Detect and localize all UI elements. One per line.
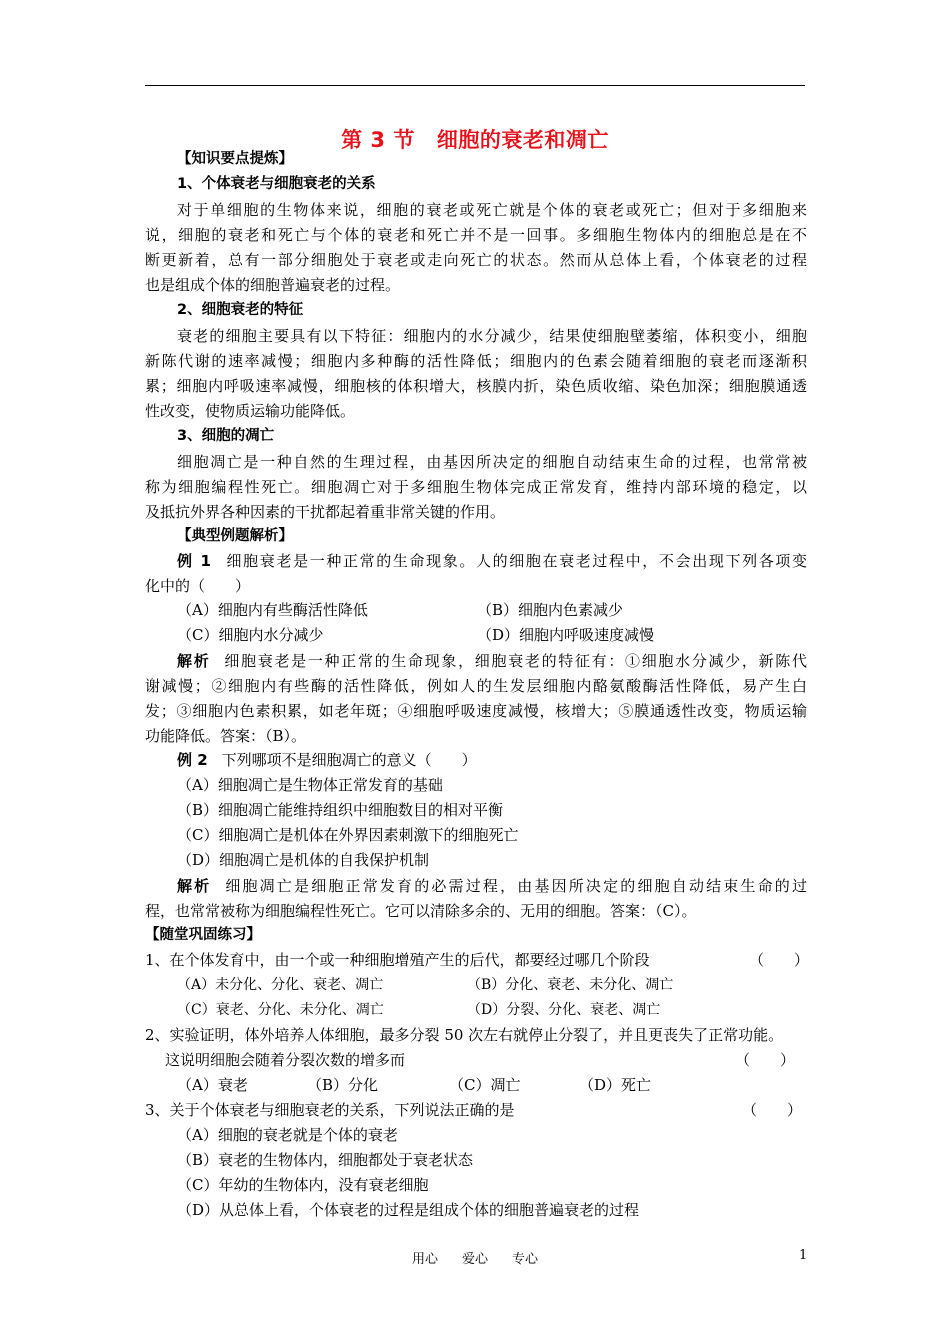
- example-1-options-row: [177, 625, 807, 645]
- analysis-line: 解析 细胞凋亡是细胞正常发育的必需过程，由基因所决定的细胞自动结束生命的过: [177, 877, 807, 895]
- analysis-line: 谢减慢；②细胞内有些酶的活性降低，例如人的生发层细胞内酪氨酸酶活性降低，易产生白: [145, 677, 807, 695]
- practice-options-row: [177, 975, 807, 995]
- paragraph-line: 称为细胞编程性死亡。细胞凋亡对于多细胞生物体完成正常发育，维持内部环境的稳定，以: [145, 478, 807, 496]
- example-1-label: 例 1: [177, 552, 211, 570]
- option-c: （C）细胞凋亡是机体在外界因素刺激下的细胞死亡: [177, 826, 519, 844]
- option-d: （D）死亡: [579, 1076, 652, 1094]
- section-3-title: 3、细胞的凋亡: [177, 428, 275, 444]
- option-d: （D）细胞内呼吸速度减慢: [477, 626, 655, 644]
- option-c: （C）细胞内水分减少: [177, 626, 324, 644]
- page-number: 1: [799, 1248, 808, 1263]
- practice-question-1: 1、在个体发育中，由一个或一种细胞增殖产生的后代，都要经过哪几个阶段 （ ）: [145, 951, 809, 969]
- knowledge-heading: 【知识要点提炼】: [177, 151, 293, 167]
- paragraph-line: 也是组成个体的细胞普遍衰老的过程。: [145, 276, 401, 294]
- analysis-line: 程，也常常被称为细胞编程性死亡。它可以清除多余的、无用的细胞。答案：（C）。: [145, 902, 697, 920]
- option-a: （A）未分化、分化、衰老、凋亡: [177, 977, 384, 993]
- option-c: （C）凋亡: [449, 1076, 521, 1094]
- paragraph-line: 及抵抗外界各种因素的干扰都起着重非常关键的作用。: [145, 503, 506, 521]
- paragraph-line: 细胞凋亡是一种自然的生理过程，由基因所决定的细胞自动结束生命的过程，也常常被: [177, 453, 807, 471]
- analysis-label: 解析: [177, 877, 212, 895]
- option-b: （B）细胞内色素减少: [477, 601, 624, 619]
- option-b: （B）分化: [307, 1076, 379, 1094]
- paragraph-line: 性改变，使物质运输功能降低。: [145, 402, 356, 420]
- example-2-label: 例 2: [177, 751, 208, 769]
- option-c: （C）衰老、分化、未分化、凋亡: [177, 1002, 384, 1018]
- practice-heading: 【随堂巩固练习】: [145, 927, 261, 943]
- practice-question-3: 3、关于个体衰老与细胞衰老的关系，下列说法正确的是 （ ）: [145, 1101, 802, 1119]
- answer-paren: （ ）: [734, 1051, 795, 1069]
- answer-paren: （ ）: [741, 1101, 802, 1119]
- paragraph-line: 对于单细胞的生物体来说，细胞的衰老或死亡就是个体的衰老或死亡；但对于多细胞来: [177, 201, 807, 219]
- option-b: （B）细胞凋亡能维持组织中细胞数目的相对平衡: [177, 801, 504, 819]
- paragraph-line: 新陈代谢的速率减慢；细胞内多种酶的活性降低；细胞内的色素会随着细胞的衰老而逐渐积: [145, 352, 807, 370]
- answer-paren: （ ）: [748, 951, 809, 969]
- option-a: （A）衰老: [177, 1076, 248, 1094]
- page-title: 第 3 节 细胞的衰老和凋亡: [341, 128, 609, 152]
- option-b: （B）衰老的生物体内，细胞都处于衰老状态: [177, 1151, 474, 1169]
- paragraph-line: 累；细胞内呼吸速率减慢，细胞核的体积增大，核膜内折，染色质收缩、染色加深；细胞膜通透: [145, 377, 807, 395]
- paragraph-line: 说，细胞的衰老和死亡与个体的衰老和死亡并不是一回事。多细胞生物体内的细胞总是在不: [145, 226, 807, 244]
- practice-question-2-cont: 这说明细胞会随着分裂次数的增多而 （ ）: [165, 1051, 795, 1069]
- example-1-question-cont: 化中的（ ）: [145, 577, 251, 595]
- example-1-question: 例 1 细胞衰老是一种正常的生命现象。人的细胞在衰老过程中，不会出现下列各项变: [177, 552, 807, 570]
- option-d: （D）细胞凋亡是机体的自我保护机制: [177, 851, 430, 869]
- examples-heading: 【典型例题解析】: [177, 528, 293, 544]
- paragraph-line: 衰老的细胞主要具有以下特征：细胞内的水分减少，结果使细胞壁萎缩，体积变小，细胞: [177, 327, 807, 345]
- option-a: （A）细胞内有些酶活性降低: [177, 601, 368, 619]
- header-rule: [145, 85, 805, 86]
- option-c: （C）年幼的生物体内，没有衰老细胞: [177, 1176, 429, 1194]
- analysis-line: 解析 细胞衰老是一种正常的生命现象，细胞衰老的特征有：①细胞水分减少，新陈代: [177, 652, 807, 670]
- option-a: （A）细胞凋亡是生物体正常发育的基础: [177, 776, 443, 794]
- practice-question-2: 2、实验证明，体外培养人体细胞，最多分裂 50 次左右就停止分裂了，并且更丧失了正常功能。: [145, 1026, 784, 1044]
- option-d: （D）从总体上看，个体衰老的过程是组成个体的细胞普遍衰老的过程: [177, 1201, 640, 1219]
- option-a: （A）细胞的衰老就是个体的衰老: [177, 1126, 398, 1144]
- option-b: （B）分化、衰老、未分化、凋亡: [467, 977, 674, 993]
- example-1-options-row: [177, 600, 807, 620]
- example-2-question: 例 2 下列哪项不是细胞凋亡的意义（ ）: [177, 751, 477, 769]
- paragraph-line: 断更新着，总有一部分细胞处于衰老或走向死亡的状态。然而从总体上看，个体衰老的过程: [145, 251, 807, 269]
- analysis-label: 解析: [177, 652, 211, 670]
- section-1-title: 1、个体衰老与细胞衰老的关系: [177, 176, 376, 192]
- option-d: （D）分裂、分化、衰老、凋亡: [467, 1002, 661, 1018]
- analysis-line: 发；③细胞内色素积累，如老年斑；④细胞呼吸速度减慢，核增大；⑤膜通透性改变，物质运输: [145, 702, 807, 720]
- analysis-line: 功能降低。答案：（B）。: [145, 727, 307, 745]
- practice-options-row: [177, 1000, 807, 1020]
- section-2-title: 2、细胞衰老的特征: [177, 302, 304, 318]
- footer-motto: 用心 爱心 专心: [411, 1252, 539, 1267]
